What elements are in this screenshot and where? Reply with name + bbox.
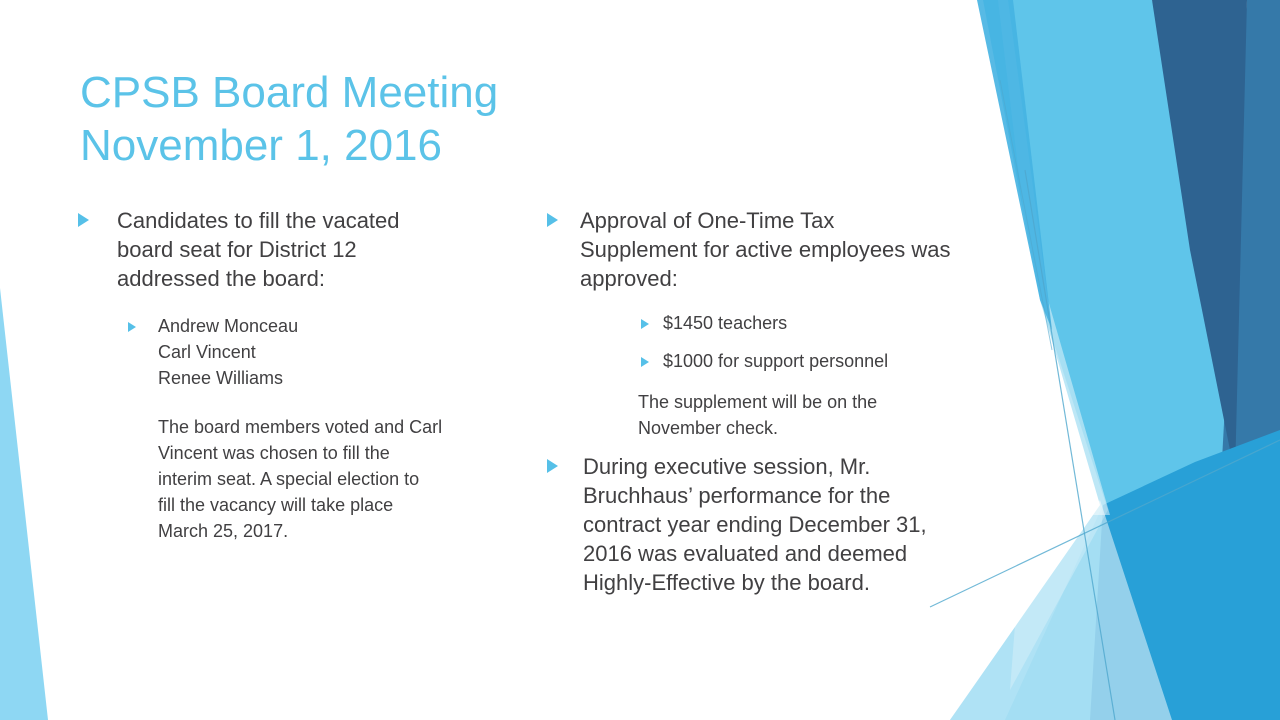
bullet-triangle-icon [547, 213, 558, 227]
bullet-item-tax-supplement [547, 206, 1027, 293]
bullet-triangle-icon [78, 213, 89, 227]
sub-bullet-support-personnel [641, 349, 1027, 373]
slide-title-line2: November 1, 2016 [80, 121, 442, 170]
right-column [547, 206, 1027, 597]
bullet-item-executive-session [547, 452, 1027, 597]
bullet-text: Candidates to fill the vacated board seat for District 12 addressed the board: [117, 208, 400, 291]
slide-title [80, 66, 498, 172]
candidate-names-text: Andrew Monceau Carl Vincent Renee Williams [158, 316, 299, 388]
bullet-marker [128, 313, 158, 337]
sub-bullet-text: $1000 for support personnel [663, 351, 889, 371]
supplement-note: The supplement will be on the November check. [638, 392, 878, 438]
bullet-triangle-icon [641, 357, 649, 367]
bullet-marker [547, 206, 580, 232]
bullet-triangle-icon [128, 322, 136, 332]
bullet-text: During executive session, Mr. Bruchhaus’ performance for the contract year ending December 31, 2016 was evaluated and deemed Highly-Effective by the board. [583, 454, 927, 595]
bullet-item-candidates [78, 206, 548, 293]
bullet-marker [547, 452, 583, 478]
sub-bullet-teachers [641, 311, 1027, 335]
bullet-marker [641, 349, 663, 372]
bullet-item-candidate-names [128, 313, 548, 391]
bullet-triangle-icon [547, 459, 558, 473]
left-column [78, 206, 548, 544]
vote-result-paragraph: The board members voted and Carl Vincent was chosen to fill the interim seat. A special election to fill the vacancy will take place March 25, 2017. [158, 417, 443, 541]
bullet-marker [78, 206, 117, 232]
bullet-marker [641, 311, 663, 334]
sub-bullet-text: $1450 teachers [663, 313, 788, 333]
slide-title-line1: CPSB Board Meeting [80, 68, 499, 117]
bullet-triangle-icon [641, 319, 649, 329]
left-wedge-shape [0, 288, 48, 720]
bullet-text: Approval of One-Time Tax Supplement for active employees was approved: [580, 208, 951, 291]
